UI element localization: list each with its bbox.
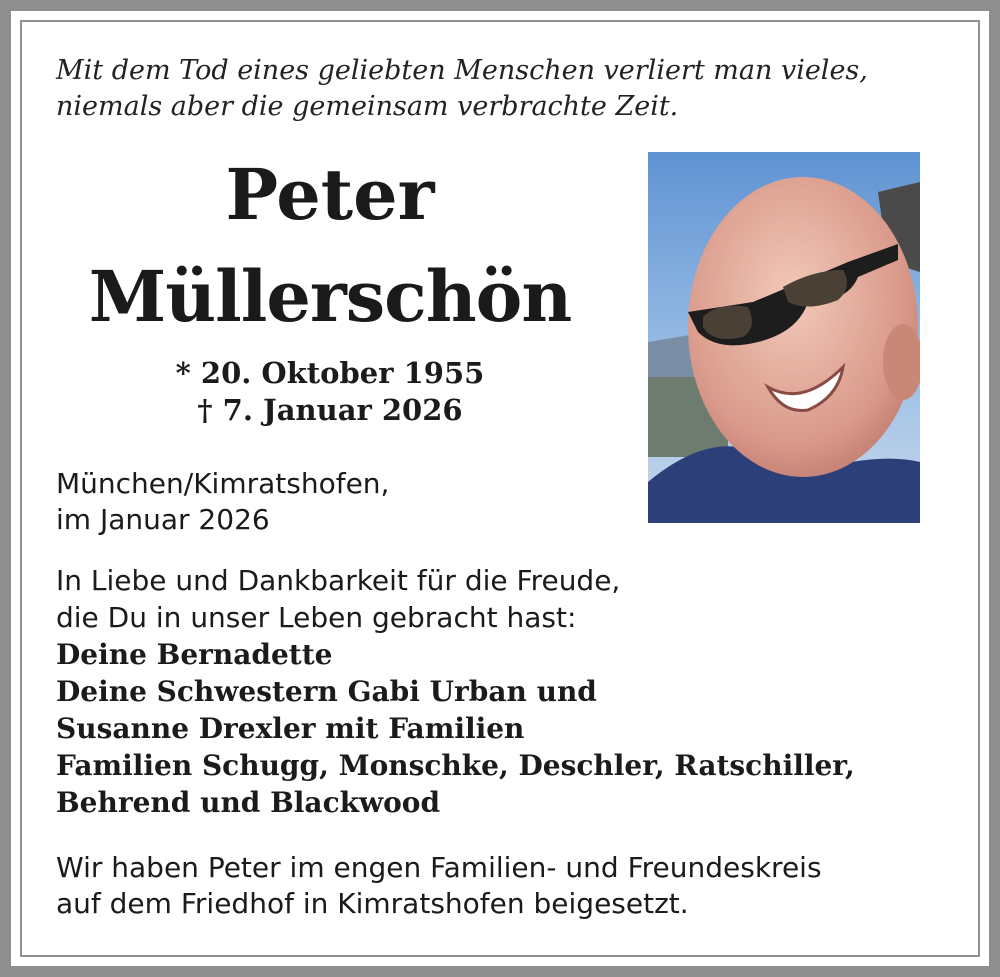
mourner-line: Behrend und Blackwood (56, 786, 441, 819)
place-and-date (56, 466, 389, 538)
memorial-quote (56, 53, 956, 125)
mourner-line: Susanne Drexler mit Familien (56, 712, 525, 745)
closing-line-1: Wir haben Peter im engen Familien- und Freundeskreis (56, 851, 822, 884)
closing-line-2: auf dem Friedhof in Kimratshofen beigesetzt. (56, 887, 689, 920)
thanks-line-1: In Liebe und Dankbarkeit für die Freude, (56, 564, 621, 597)
mourner-line: Familien Schugg, Monschke, Deschler, Ratschiller, (56, 749, 855, 782)
birth-date: * 20. Oktober 1955 (175, 356, 485, 390)
quote-line-2: niemals aber die gemeinsam verbrachte Zeit. (56, 91, 679, 122)
place-line-1: München/Kimratshofen, (56, 467, 390, 500)
deceased-first-name: Peter (225, 153, 435, 236)
mourners-block (56, 562, 855, 821)
deceased-last-name: Müllerschön (88, 255, 572, 338)
death-date: † 7. Januar 2026 (197, 393, 463, 427)
portrait-illustration (648, 152, 920, 523)
place-line-2: im Januar 2026 (56, 503, 270, 536)
quote-line-1: Mit dem Tod eines geliebten Menschen verliert man vieles, (56, 55, 868, 86)
mourner-line: Deine Schwestern Gabi Urban und (56, 675, 597, 708)
mourner-line: Deine Bernadette (56, 638, 333, 671)
portrait-photo (648, 152, 920, 523)
thanks-line-2: die Du in unser Leben gebracht hast: (56, 601, 577, 634)
closing-text (56, 850, 822, 922)
